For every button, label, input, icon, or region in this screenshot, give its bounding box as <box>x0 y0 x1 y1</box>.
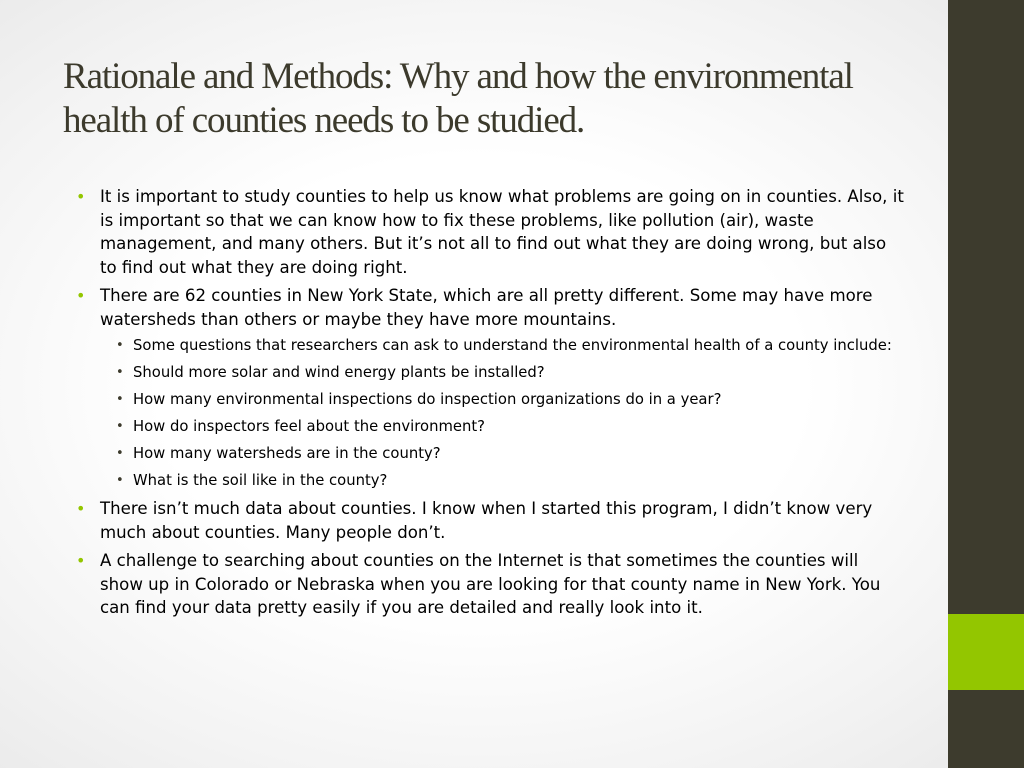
sidebar-accent-block <box>948 614 1024 690</box>
bullet-text: A challenge to searching about counties on the Internet is that sometimes the counties will show up in Colorado or Nebraska when you are looking for that county name in New York. You can find your data pretty easily if you are detailed and really look into it. <box>100 551 881 617</box>
bullet-item <box>76 185 906 279</box>
bullet-item <box>76 497 906 544</box>
sub-bullet-item <box>100 389 906 410</box>
slide-title: Rationale and Methods: Why and how the environmental health of counties needs to be studied. <box>63 56 853 141</box>
bullet-list <box>76 185 906 620</box>
bullet-marker-icon: • <box>76 286 86 305</box>
bullet-marker-icon: • <box>76 499 86 518</box>
sub-bullet-text: How do inspectors feel about the environment? <box>133 418 486 435</box>
sub-bullet-item <box>100 470 906 491</box>
bullet-item <box>76 549 906 620</box>
sub-bullet-text: Should more solar and wind energy plants be installed? <box>133 364 545 381</box>
sub-bullet-text: Some questions that researchers can ask to understand the environmental health of a county include: <box>133 337 892 354</box>
sub-bullet-item <box>100 335 906 356</box>
bullet-text: It is important to study counties to help us know what problems are going on in counties. Also, it is important so that we can know how to fix these problems, like pollution (air), waste management, and many others. But it’s not all to find out what they are doing wrong, but also to find out what they are doing right. <box>100 187 904 277</box>
bullet-marker-icon: • <box>76 551 86 570</box>
sub-bullet-item <box>100 416 906 437</box>
sub-bullet-marker-icon: • <box>116 419 124 434</box>
sub-bullet-marker-icon: • <box>116 392 124 407</box>
slide-content <box>76 185 906 625</box>
sub-bullet-item <box>100 362 906 383</box>
sub-bullet-marker-icon: • <box>116 365 124 380</box>
sub-bullet-marker-icon: • <box>116 338 124 353</box>
sub-bullet-list <box>100 335 906 491</box>
sub-bullet-text: What is the soil like in the county? <box>133 472 388 489</box>
bullet-item <box>76 284 906 491</box>
sub-bullet-text: How many watersheds are in the county? <box>133 445 441 462</box>
sub-bullet-item <box>100 443 906 464</box>
sub-bullet-marker-icon: • <box>116 446 124 461</box>
bullet-text: There isn’t much data about counties. I know when I started this program, I didn’t know very much about counties. Many people don’t. <box>100 499 873 542</box>
bullet-text: There are 62 counties in New York State, which are all pretty different. Some may have more watersheds than others or maybe they have more mountains. <box>100 286 873 329</box>
sub-bullet-marker-icon: • <box>116 473 124 488</box>
sub-bullet-text: How many environmental inspections do inspection organizations do in a year? <box>133 391 722 408</box>
bullet-marker-icon: • <box>76 187 86 206</box>
